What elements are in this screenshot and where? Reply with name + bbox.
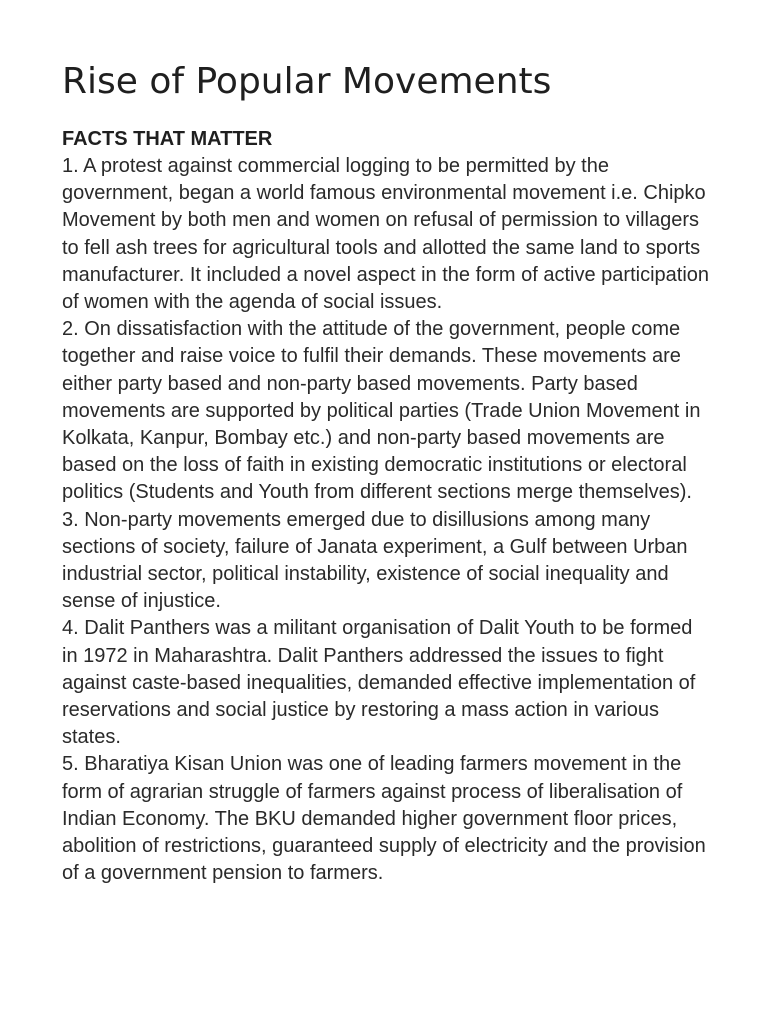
- paragraph-5: 5. Bharatiya Kisan Union was one of leading farmers movement in the form of agrarian struggle of farmers against process of liberalisation of Indian Economy. The BKU demanded higher government floor prices, abolition of restrictions, guaranteed supply of electricity and the provision of a government pension to farmers.: [62, 753, 706, 885]
- page-title: Rise of Popular Movements: [62, 61, 552, 102]
- paragraph-4: 4. Dalit Panthers was a militant organisation of Dalit Youth to be formed in 1972 in Maharashtra. Dalit Panthers addressed the issues to fight against caste-based inequalities, demanded effective implementation of reservations and social justice by restoring a mass action in various states.: [62, 617, 696, 749]
- document-page: [62, 58, 712, 887]
- section-heading: FACTS THAT MATTER: [62, 128, 273, 150]
- paragraph-3: 3. Non-party movements emerged due to disillusions among many sections of society, failure of Janata experiment, a Gulf between Urban industrial sector, political instability, existence of social inequality and sense of injustice.: [62, 508, 688, 613]
- paragraph-1: 1. A protest against commercial logging to be permitted by the government, began a world famous environmental movement i.e. Chipko Movement by both men and women on refusal of permission to villagers to fell ash trees for agricultural tools and allotted the same land to sports manufacturer. It included a novel aspect in the form of active participation of women with the agenda of social issues.: [62, 155, 710, 314]
- paragraph-2: 2. On dissatisfaction with the attitude of the government, people come together and raise voice to fulfil their demands. These movements are either party based and non-party based movements. Party based movements are supported by political parties (Trade Union Movement in Kolkata, Kanpur, Bombay etc.) and non-party based movements are based on the loss of faith in existing democratic institutions or electoral politics (Students and Youth from different sections merge themselves).: [62, 318, 701, 504]
